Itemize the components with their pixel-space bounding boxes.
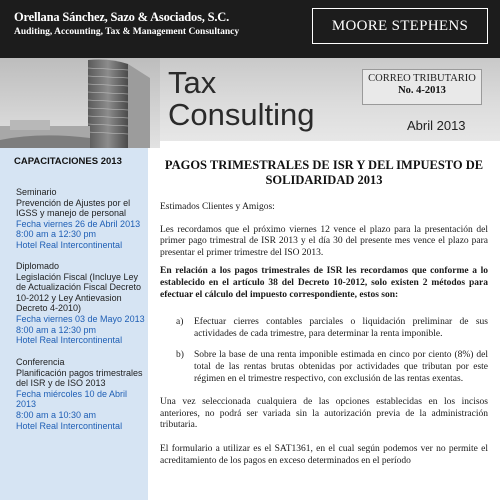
issue-date: Abril 2013 bbox=[407, 118, 466, 133]
event-type: Diplomado bbox=[16, 261, 60, 271]
event-venue: Hotel Real Intercontinental bbox=[16, 239, 123, 250]
article bbox=[160, 150, 488, 467]
header-bar bbox=[0, 0, 500, 58]
firm-block bbox=[14, 10, 239, 37]
event-seminario bbox=[16, 187, 146, 251]
building-image bbox=[0, 58, 160, 148]
event-type: Conferencia bbox=[16, 357, 65, 367]
masthead-title-consulting: Consulting bbox=[168, 97, 315, 132]
event-date: Fecha miércoles 10 de Abril 2013 bbox=[16, 388, 128, 410]
event-title: Planificación pagos trimestrales del ISR y de ISO 2013 bbox=[16, 367, 143, 389]
event-date: Fecha viernes 03 de Mayo 2013 bbox=[16, 313, 145, 324]
moore-stephens-logo bbox=[312, 8, 488, 44]
list-letter: a) bbox=[176, 317, 184, 328]
issue-number: No. 4-2013 bbox=[398, 85, 446, 96]
event-time: 8:00 am a 12:30 pm bbox=[16, 229, 97, 240]
list-text: Sobre la base de una renta imponible estimada en cinco por ciento (8%) del total de las rentas brutas obtenidas por actividades que tributan por este régimen en el trimestre respectivo, con exclusión de las rentas exentas. bbox=[194, 350, 488, 384]
event-conferencia bbox=[16, 357, 146, 431]
event-venue: Hotel Real Intercontinental bbox=[16, 420, 123, 431]
event-date: Fecha viernes 26 de Abril 2013 bbox=[16, 218, 141, 229]
list-text: Efectuar cierres contables parciales o liquidación preliminar de sus actividades de cada trimestre, para determinar la renta imponible. bbox=[194, 317, 488, 339]
event-type: Seminario bbox=[16, 187, 57, 197]
paragraph-3: Una vez seleccionada cualquiera de las opciones establecidas en los incisos anteriores, no podrá ser variada sin la autorización previa de la administración tributaria. bbox=[160, 397, 488, 431]
sidebar-heading: CAPACITACIONES 2013 bbox=[14, 156, 122, 167]
paragraph-1: Les recordamos que el próximo viernes 12 vence el plazo para la presentación del primer pago trimestral de ISR 2013 y el día 30 del presente mes vence el plazo para presentar el primer trimestre del ISO 2013. bbox=[160, 224, 488, 258]
issue-label: CORREO TRIBUTARIO bbox=[368, 73, 476, 84]
list-item bbox=[160, 350, 488, 385]
masthead-title-tax: Tax bbox=[168, 65, 217, 100]
list-letter: b) bbox=[176, 350, 184, 361]
firm-name: Orellana Sánchez, Sazo & Asociados, S.C. bbox=[14, 10, 230, 24]
greeting: Estimados Clientes y Amigos: bbox=[160, 202, 275, 212]
paragraph-4: El formulario a utilizar es el SAT1361, en el cual según podemos ver no permite el acreditamiento de los pagos en exceso determinados en el período bbox=[160, 443, 488, 466]
event-time: 8:00 am a 12:30 pm bbox=[16, 324, 97, 335]
event-title: Legislación Fiscal (Incluye Ley de Actualización Fiscal Decreto 10-2012 y Ley Antievasion Decreto 4-2010) bbox=[16, 271, 142, 314]
issue-box bbox=[362, 69, 482, 105]
paragraph-2: En relación a los pagos trimestrales de ISR les recordamos que conforme a lo establecido en el artículo 38 del Decreto 10-2012, solo existen 2 métodos para efectuar el cálculo del impuesto correspondiente, estos son: bbox=[160, 266, 488, 300]
list-item bbox=[160, 317, 488, 340]
firm-subtitle: Auditing, Accounting, Tax & Management Consultancy bbox=[14, 27, 240, 37]
event-diplomado bbox=[16, 261, 146, 346]
article-headline: PAGOS TRIMESTRALES DE ISR Y DEL IMPUESTO DE SOLIDARIDAD 2013 bbox=[164, 158, 484, 187]
event-venue: Hotel Real Intercontinental bbox=[16, 335, 123, 346]
event-title: Prevención de Ajustes por el IGSS y manejo de personal bbox=[16, 197, 131, 219]
event-time: 8:00 am a 10:30 am bbox=[16, 409, 97, 420]
logo-text: MOORE STEPHENS bbox=[331, 18, 469, 34]
